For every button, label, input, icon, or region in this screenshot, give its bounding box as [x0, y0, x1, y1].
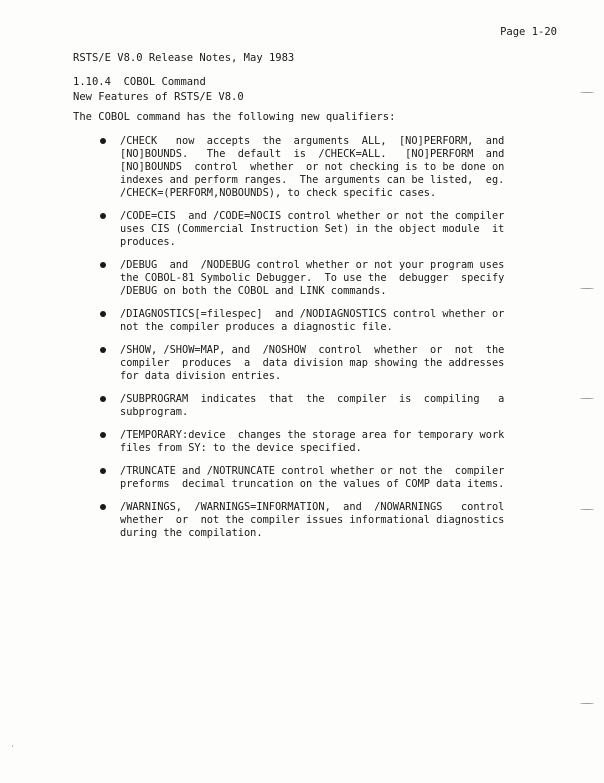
- section-title: COBOL Command: [123, 76, 206, 88]
- header-title-line: RSTS/E V8.0 Release Notes, May 1983: [73, 52, 295, 64]
- list-item: [100, 344, 505, 383]
- bullet-text-line: indexes and perform ranges. The arguments can be listed, eg.: [120, 174, 505, 186]
- bullet-text-line: /DIAGNOSTICS[=filespec] and /NODIAGNOSTICS control whether or: [120, 308, 505, 320]
- bullet-text-line: compiler produces a data division map showing the addresses: [120, 357, 505, 369]
- list-item: [100, 429, 505, 455]
- margin-mark: [580, 92, 594, 94]
- list-item: [100, 210, 505, 249]
- bullet-text-line: /SHOW, /SHOW=MAP, and /NOSHOW control whether or not the: [120, 344, 505, 356]
- intro-paragraph: The COBOL command has the following new qualifiers:: [73, 111, 396, 123]
- bullet-icon: [100, 396, 106, 402]
- bullet-icon: [100, 504, 106, 510]
- bullet-icon: [100, 432, 106, 438]
- bullet-text-line: /CHECK=(PERFORM,NOBOUNDS), to check specific cases.: [120, 187, 437, 199]
- bullet-text-line: not the compiler produces a diagnostic file.: [120, 321, 393, 333]
- qualifier-list: [100, 135, 505, 550]
- list-item: [100, 135, 505, 200]
- margin-mark: [580, 288, 594, 290]
- bullet-text-line: /WARNINGS, /WARNINGS=INFORMATION, and /NOWARNINGS control: [120, 501, 505, 513]
- bullet-text-line: produces.: [120, 236, 176, 248]
- bullet-icon: [100, 468, 106, 474]
- bullet-text-line: preforms decimal truncation on the values of COMP data items.: [120, 478, 505, 490]
- edge-speck: [12, 745, 13, 747]
- bullet-text-line: whether or not the compiler issues informational diagnostics: [120, 514, 505, 526]
- page-number: Page 1-20: [500, 26, 557, 38]
- margin-mark: [580, 398, 594, 400]
- bullet-text-line: uses CIS (Commercial Instruction Set) in the object module it: [120, 223, 505, 235]
- bullet-text-line: files from SY: to the device specified.: [120, 442, 362, 454]
- bullet-text-line: during the compilation.: [120, 527, 263, 539]
- bullet-icon: [100, 262, 106, 268]
- margin-mark: [580, 703, 594, 705]
- bullet-icon: [100, 138, 106, 144]
- bullet-icon: [100, 311, 106, 317]
- bullet-text-line: /DEBUG on both the COBOL and LINK commands.: [120, 285, 387, 297]
- list-item: [100, 465, 505, 491]
- bullet-text-line: [NO]BOUNDS control whether or not checking is to be done on: [120, 161, 505, 173]
- bullet-text-line: [NO]BOUNDS. The default is /CHECK=ALL. [NO]PERFORM and: [120, 148, 505, 160]
- bullet-icon: [100, 347, 106, 353]
- section-heading: [73, 76, 206, 89]
- bullet-text-line: for data division entries.: [120, 370, 282, 382]
- bullet-text-line: the COBOL-81 Symbolic Debugger. To use the debugger specify: [120, 272, 505, 284]
- bullet-text-line: /DEBUG and /NODEBUG control whether or not your program uses: [120, 259, 505, 271]
- bullet-text-line: /TRUNCATE and /NOTRUNCATE control whether or not the compiler: [120, 465, 505, 477]
- bullet-text-line: subprogram.: [120, 406, 189, 418]
- margin-mark: [580, 509, 594, 511]
- bullet-icon: [100, 213, 106, 219]
- list-item: [100, 393, 505, 419]
- list-item: [100, 501, 505, 540]
- section-number: 1.10.4: [73, 76, 111, 88]
- bullet-text-line: /TEMPORARY:device changes the storage area for temporary work: [120, 429, 505, 441]
- list-item: [100, 308, 505, 334]
- bullet-text-line: /CHECK now accepts the arguments ALL, [NO]PERFORM, and: [120, 135, 505, 147]
- bullet-text-line: /CODE=CIS and /CODE=NOCIS control whether or not the compiler: [120, 210, 505, 222]
- header-subtitle-line: New Features of RSTS/E V8.0: [73, 91, 244, 103]
- list-item: [100, 259, 505, 298]
- bullet-text-line: /SUBPROGRAM indicates that the compiler is compiling a: [120, 393, 505, 405]
